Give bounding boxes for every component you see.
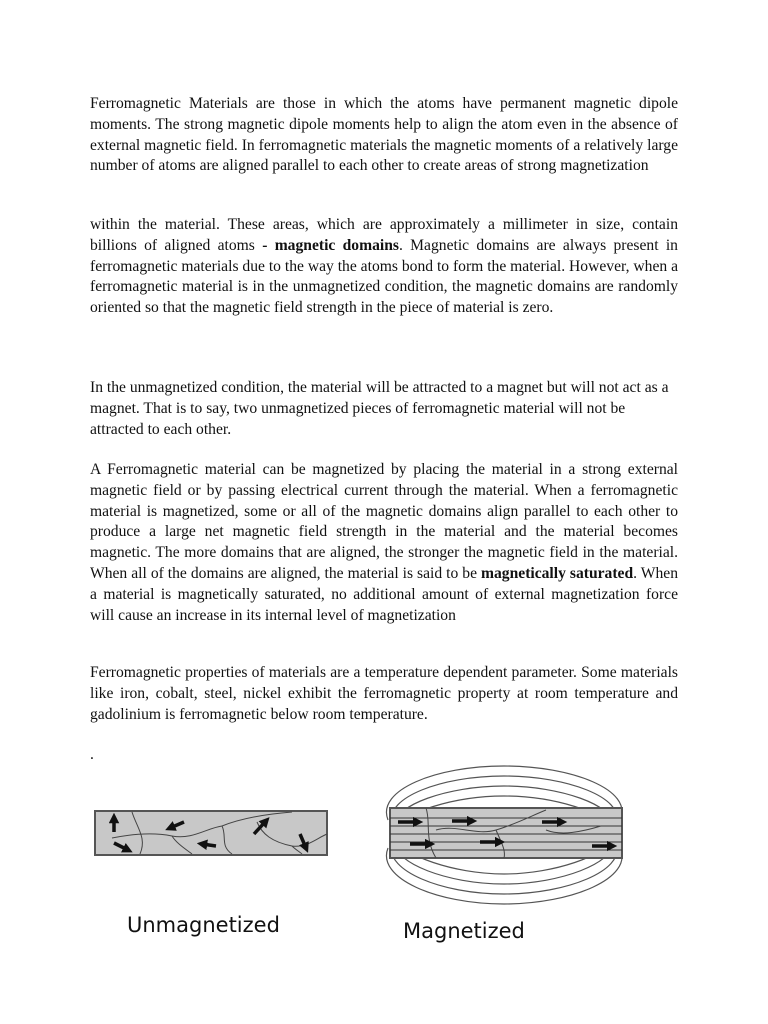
- unmagnetized-caption: Unmagnetized: [127, 913, 280, 937]
- domain-arrow: [202, 844, 216, 846]
- paragraph-text: In the unmagnetized condition, the material will be attracted to a magnet but will not act as a magnet. That is to say, two unmagnetized pieces of ferromagnetic material will not be attracted to each other.: [90, 379, 669, 438]
- stray-period: .: [90, 746, 94, 763]
- paragraph-text-after: . Magnetic domains are always present in ferromagnetic materials due to the way the atoms bond to form the material. However, when a ferromagnetic material is in the unmagnetized condition, the magnetic domains are randomly oriented so that the magnetic field strength in the piece of material is zero.: [90, 236, 678, 317]
- magnetized-caption: Magnetized: [403, 919, 525, 943]
- bold-term-magnetically-saturated: magnetically saturated: [481, 564, 634, 582]
- unmagnetized-bar-figure: [92, 808, 332, 860]
- paragraph-unmagnetized-condition: [90, 378, 678, 440]
- paragraph-text-before: within the material. These areas, which are approximately a millimeter in size, contain billions of aligned atoms: [90, 216, 678, 254]
- paragraph-text-before: A Ferromagnetic material can be magnetized by placing the material in a strong external magnetic field or by passing electrical current through the material. When a ferromagnetic material is magnetized, some or all of the magnetic domains align parallel to each other to produce a large net magnetic field strength in the material and the material becomes magnetic. The more domains that are aligned, the stronger the magnetic field in the material. When all of the domains are aligned, the material is said to be: [90, 461, 678, 582]
- paragraph-magnetic-domains: [90, 215, 678, 319]
- paragraph-magnetization-process: [90, 460, 678, 626]
- magnetized-bar-figure: [356, 760, 652, 910]
- bold-term-magnetic-domains: - magnetic domains: [262, 236, 399, 254]
- paragraph-text: Ferromagnetic Materials are those in which the atoms have permanent magnetic dipole moments. The strong magnetic dipole moments help to align the atom even in the absence of external magnetic field. In ferromagnetic materials the magnetic moments of a relatively large number of atoms are aligned parallel to each other to create areas of strong magnetization: [90, 95, 678, 175]
- paragraph-ferromagnetic-definition: [90, 94, 678, 177]
- paragraph-text-after: . When a material is magnetically saturated, no additional amount of external magnetization force will cause an increase in its internal level of magnetization: [90, 564, 678, 624]
- paragraph-temperature-dependence: [90, 663, 678, 725]
- paragraph-text: Ferromagnetic properties of materials are a temperature dependent parameter. Some materials like iron, cobalt, steel, nickel exhibit the ferromagnetic property at room temperature and gadolinium is ferromagnetic below room temperature.: [90, 664, 678, 723]
- unmagnetized-bar: [95, 811, 327, 855]
